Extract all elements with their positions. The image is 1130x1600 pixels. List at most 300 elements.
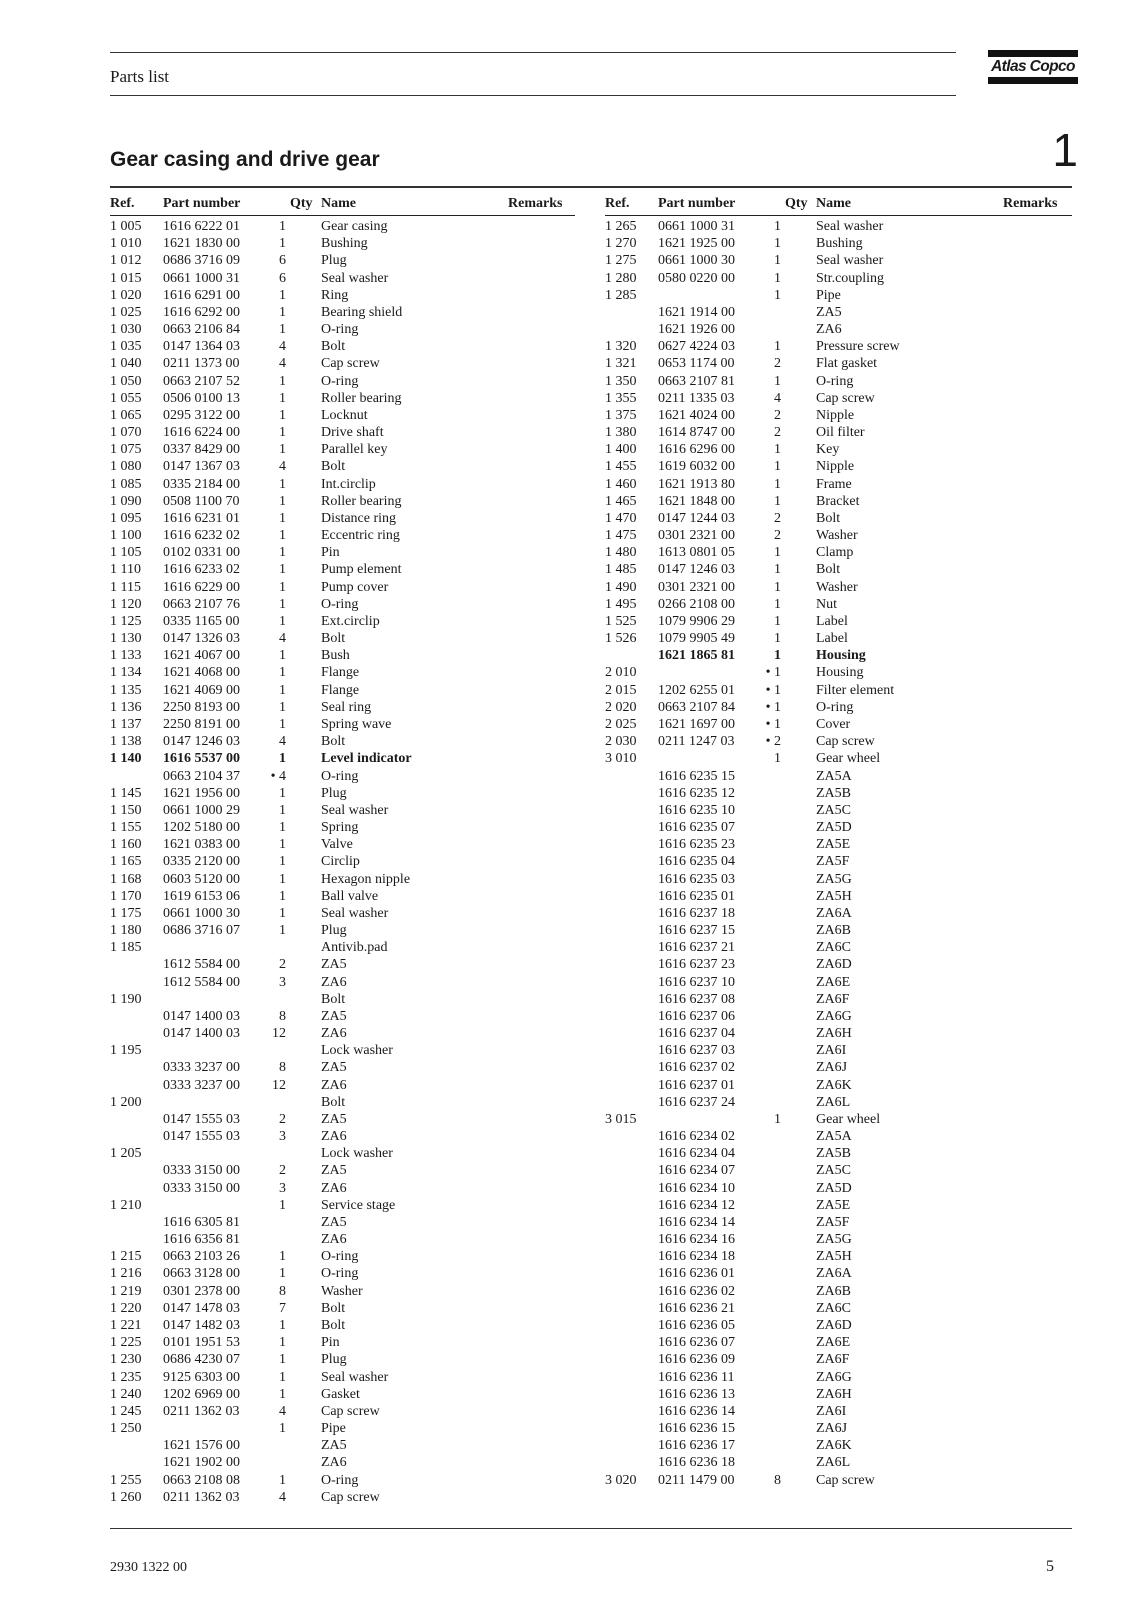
row-part-number: 1616 6237 18 (658, 905, 735, 921)
row-qty: 4 (279, 631, 286, 647)
row-name: Pin (321, 1335, 340, 1351)
row-name: Flat gasket (816, 356, 878, 372)
row-ref: 1 280 (605, 270, 637, 286)
row-ref: 1 185 (110, 940, 142, 956)
row-name: O-ring (321, 1472, 359, 1488)
row-ref: 1 200 (110, 1094, 142, 1110)
row-part-number: 1616 6235 01 (658, 888, 735, 904)
row-part-number: 1616 6224 00 (163, 425, 240, 441)
row-ref: 1 219 (110, 1283, 142, 1299)
row-ref: 1 120 (110, 596, 142, 612)
row-part-number: 0663 2107 76 (163, 596, 240, 612)
row-name: ZA6I (816, 1043, 847, 1059)
row-name: Seal washer (321, 1369, 389, 1385)
table-header-rule (110, 215, 575, 216)
row-part-number: 1616 6237 02 (658, 1060, 735, 1076)
row-name: ZA5G (816, 871, 852, 887)
row-part-number: 1616 6305 81 (163, 1214, 240, 1230)
row-part-number: 1616 6237 08 (658, 991, 735, 1007)
col-name: Name (816, 196, 851, 211)
row-part-number: 0147 1246 03 (163, 734, 240, 750)
row-ref: 1 130 (110, 631, 142, 647)
row-qty: 2 (774, 510, 781, 526)
row-part-number: 1616 6237 24 (658, 1094, 735, 1110)
row-qty: 1 (774, 219, 781, 234)
row-name: ZA6 (321, 1180, 347, 1196)
row-name: Eccentric ring (321, 528, 400, 544)
row-qty: 1 (279, 1318, 286, 1333)
row-name: Flange (321, 682, 360, 698)
row-part-number: 0506 0100 13 (163, 390, 240, 406)
row-name: Seal washer (321, 270, 389, 286)
row-name: Pressure screw (816, 339, 900, 355)
row-qty: 4 (279, 339, 286, 355)
row-part-number: 0333 3237 00 (163, 1060, 240, 1076)
title-rule (110, 186, 1072, 188)
row-name: ZA6C (816, 1300, 851, 1316)
row-ref: 1 115 (110, 579, 141, 595)
row-qty: 1 (279, 545, 286, 561)
col-name: Name (321, 196, 356, 211)
row-ref: 1 350 (605, 373, 637, 389)
row-part-number: 1619 6032 00 (658, 459, 735, 475)
row-qty: 1 (279, 1249, 286, 1265)
brand-logo (988, 50, 1078, 84)
row-name: Cap screw (321, 1403, 380, 1419)
row-name: Seal washer (816, 219, 884, 234)
row-ref: 1 230 (110, 1352, 142, 1368)
row-ref: 1 260 (110, 1489, 142, 1505)
row-part-number: 1616 6235 04 (658, 854, 735, 870)
row-ref: 1 375 (605, 407, 637, 423)
row-name: ZA6G (816, 1008, 852, 1024)
row-ref: 1 050 (110, 373, 142, 389)
row-qty: 1 (279, 219, 286, 234)
row-name: Bolt (816, 562, 841, 578)
row-ref: 1 235 (110, 1369, 142, 1385)
row-name: Roller bearing (321, 390, 402, 406)
row-part-number: 1619 6153 06 (163, 888, 240, 904)
row-name: Lock washer (321, 1043, 393, 1059)
row-qty: 1 (279, 390, 286, 406)
row-part-number: 0147 1326 03 (163, 631, 240, 647)
row-ref: 1 080 (110, 459, 142, 475)
row-qty: 1 (279, 613, 286, 629)
row-name: Cap screw (816, 1472, 875, 1488)
row-ref: 2 015 (605, 682, 637, 698)
row-qty: 1 (774, 596, 781, 612)
row-name: Parallel key (321, 442, 388, 458)
row-ref: 1 135 (110, 682, 142, 698)
row-part-number: 1621 0383 00 (163, 837, 240, 853)
row-ref: 1 400 (605, 442, 637, 458)
row-name: Bolt (321, 734, 346, 750)
row-part-number: 1616 6222 01 (163, 219, 240, 234)
row-part-number: 0663 2104 37 (163, 768, 240, 784)
row-qty: 1 (279, 716, 286, 732)
row-ref: 1 495 (605, 596, 637, 612)
row-part-number: 1613 0801 05 (658, 545, 735, 561)
row-ref: 2 025 (605, 716, 637, 732)
row-part-number: 1616 5537 00 (163, 751, 240, 767)
row-qty: 1 (279, 820, 286, 836)
row-part-number: 1621 1576 00 (163, 1438, 240, 1454)
row-ref: 1 133 (110, 648, 142, 664)
row-part-number: 0661 1000 30 (658, 253, 735, 269)
row-name: Distance ring (321, 510, 397, 526)
row-name: Frame (816, 476, 852, 492)
row-part-number: 1621 1830 00 (163, 236, 240, 252)
row-ref: 3 015 (605, 1111, 637, 1127)
row-ref: 1 221 (110, 1318, 142, 1333)
row-part-number: 0603 5120 00 (163, 871, 240, 887)
row-qty: 1 (774, 631, 781, 647)
row-qty: 1 (774, 442, 781, 458)
row-ref: 1 138 (110, 734, 142, 750)
row-ref: 2 030 (605, 734, 637, 750)
row-name: Antivib.pad (321, 940, 388, 956)
row-qty: 1 (279, 888, 286, 904)
row-part-number: 0333 3150 00 (163, 1163, 240, 1179)
row-qty: 3 (279, 1129, 286, 1145)
row-ref: 1 355 (605, 390, 637, 406)
row-qty: 1 (279, 648, 286, 664)
row-ref: 1 240 (110, 1386, 142, 1402)
row-ref: 1 100 (110, 528, 142, 544)
row-ref: 1 270 (605, 236, 637, 252)
row-ref: 1 015 (110, 270, 142, 286)
row-ref: 1 125 (110, 613, 142, 629)
row-part-number: 0663 2103 26 (163, 1249, 240, 1265)
row-part-number: 0686 3716 09 (163, 253, 240, 269)
row-part-number: 2250 8193 00 (163, 699, 240, 715)
col-part-number: Part number (658, 196, 736, 211)
row-part-number: 0301 2321 00 (658, 579, 735, 595)
row-name: Ball valve (321, 888, 379, 904)
row-name: Plug (321, 923, 347, 939)
row-qty: 1 (279, 596, 286, 612)
row-name: Cap screw (321, 356, 380, 372)
row-qty: 1 (279, 493, 286, 509)
row-ref: 1 275 (605, 253, 637, 269)
row-name: Drive shaft (321, 425, 384, 441)
row-part-number: 1616 6235 15 (658, 768, 735, 784)
row-name: ZA6 (816, 322, 842, 338)
row-ref: 1 225 (110, 1335, 142, 1351)
document-number: 2930 1322 00 (110, 1560, 187, 1575)
row-name: ZA5 (321, 1163, 347, 1179)
row-part-number: 0661 1000 31 (163, 270, 240, 286)
row-qty: 1 (279, 1335, 286, 1351)
row-part-number: 1202 6969 00 (163, 1386, 240, 1402)
row-name: ZA5 (321, 1060, 347, 1076)
row-ref: 1 190 (110, 991, 142, 1007)
header-bottom-rule (110, 95, 956, 96)
row-ref: 1 035 (110, 339, 142, 355)
row-qty: 1 (279, 1197, 286, 1213)
row-name: Bush (321, 648, 350, 664)
row-ref: 2 020 (605, 699, 637, 715)
row-qty: 1 (279, 751, 286, 767)
row-name: ZA5E (816, 837, 851, 853)
row-qty: 8 (279, 1283, 286, 1299)
row-qty: 1 (279, 1386, 286, 1402)
col-ref: Ref. (605, 196, 630, 211)
row-qty: 1 (279, 562, 286, 578)
row-name: Key (816, 442, 840, 458)
row-part-number: 1616 6236 18 (658, 1455, 735, 1471)
row-part-number: 1616 6234 02 (658, 1129, 735, 1145)
row-qty: • 1 (765, 665, 781, 681)
row-name: ZA6C (816, 940, 851, 956)
row-name: Bearing shield (321, 304, 403, 320)
row-part-number: 0147 1246 03 (658, 562, 735, 578)
row-part-number: 0101 1951 53 (163, 1335, 240, 1351)
row-part-number: 1616 6234 14 (658, 1214, 735, 1230)
row-qty: 4 (279, 1403, 286, 1419)
row-name: Bolt (321, 1094, 346, 1110)
row-name: O-ring (321, 1266, 359, 1282)
row-part-number: 1616 6291 00 (163, 287, 240, 303)
row-part-number: 1621 1848 00 (658, 493, 735, 509)
row-ref: 1 216 (110, 1266, 142, 1282)
row-name: Nipple (816, 459, 855, 475)
row-name: ZA5G (816, 1232, 852, 1248)
row-ref: 1 030 (110, 322, 142, 338)
row-ref: 1 165 (110, 854, 142, 870)
row-name: Label (816, 613, 848, 629)
row-name: ZA6A (816, 1266, 852, 1282)
header-top-rule (110, 52, 956, 53)
row-name: Str.coupling (816, 270, 885, 286)
row-qty: 1 (774, 562, 781, 578)
row-qty: 1 (279, 322, 286, 338)
row-part-number: 1616 6237 04 (658, 1026, 735, 1042)
row-ref: 3 020 (605, 1472, 637, 1488)
row-part-number: 0335 2120 00 (163, 854, 240, 870)
row-name: ZA5F (816, 854, 850, 870)
row-name: ZA6 (321, 1129, 347, 1145)
row-ref: 1 134 (110, 665, 142, 681)
row-part-number: 0335 1165 00 (163, 613, 240, 629)
row-ref: 1 245 (110, 1403, 142, 1419)
row-qty: 2 (774, 425, 781, 441)
row-part-number: 0627 4224 03 (658, 339, 735, 355)
row-part-number: 1202 6255 01 (658, 682, 735, 698)
page-number: 5 (1046, 1558, 1054, 1575)
row-name: ZA5 (321, 1111, 347, 1127)
row-ref: 1 321 (605, 356, 637, 372)
row-part-number: 0663 2107 84 (658, 699, 735, 715)
row-qty: 1 (279, 425, 286, 441)
row-part-number: 0211 1479 00 (658, 1472, 735, 1488)
row-qty: 1 (279, 1421, 286, 1437)
row-ref: 1 215 (110, 1249, 142, 1265)
row-ref: 1 455 (605, 459, 637, 475)
col-ref: Ref. (110, 196, 135, 211)
row-name: O-ring (321, 373, 359, 389)
row-name: Plug (321, 1352, 347, 1368)
row-name: Bolt (321, 1318, 346, 1333)
row-part-number: 1616 6232 02 (163, 528, 240, 544)
row-name: ZA6K (816, 1077, 852, 1093)
table-header (605, 196, 1072, 214)
row-name: ZA5A (816, 1129, 852, 1145)
row-ref: 1 220 (110, 1300, 142, 1316)
row-name: Bolt (321, 459, 346, 475)
row-name: Washer (816, 579, 858, 595)
row-ref: 1 460 (605, 476, 637, 492)
row-name: Housing (816, 665, 864, 681)
row-name: Bolt (321, 991, 346, 1007)
row-part-number: 1621 4067 00 (163, 648, 240, 664)
row-part-number: 1616 6236 21 (658, 1300, 735, 1316)
row-ref: 1 012 (110, 253, 142, 269)
row-part-number: 1616 6235 07 (658, 820, 735, 836)
row-qty: 1 (279, 785, 286, 801)
row-name: Int.circlip (321, 476, 376, 492)
row-name: Oil filter (816, 425, 865, 441)
row-ref: 1 005 (110, 219, 142, 234)
row-part-number: 1616 6236 07 (658, 1335, 735, 1351)
row-part-number: 0147 1555 03 (163, 1111, 240, 1127)
row-name: Bushing (816, 236, 863, 252)
row-qty: 12 (272, 1077, 286, 1093)
row-ref: 1 210 (110, 1197, 142, 1213)
row-qty: 1 (279, 837, 286, 853)
row-part-number: 1616 6235 12 (658, 785, 735, 801)
row-qty: 8 (774, 1472, 781, 1488)
row-qty: 7 (279, 1300, 286, 1316)
row-name: Bushing (321, 236, 368, 252)
row-part-number: 0686 4230 07 (163, 1352, 240, 1368)
row-qty: 1 (774, 613, 781, 629)
row-name: Spring wave (321, 716, 392, 732)
row-part-number: 0335 2184 00 (163, 476, 240, 492)
row-part-number: 1616 6231 01 (163, 510, 240, 526)
row-qty: 1 (279, 699, 286, 715)
row-name: ZA5F (816, 1214, 850, 1230)
row-ref: 1 180 (110, 923, 142, 939)
row-part-number: 2250 8191 00 (163, 716, 240, 732)
row-qty: 1 (279, 442, 286, 458)
row-qty: • 4 (270, 768, 286, 784)
row-qty: 1 (774, 476, 781, 492)
row-qty: 2 (774, 528, 781, 544)
row-qty: 1 (774, 648, 781, 664)
row-qty: 8 (279, 1060, 286, 1076)
row-qty: 1 (279, 476, 286, 492)
row-part-number: 1621 1926 00 (658, 322, 735, 338)
row-ref: 1 285 (605, 287, 637, 303)
row-part-number: 1621 4024 00 (658, 407, 735, 423)
row-ref: 1 010 (110, 236, 142, 252)
row-name: Gear casing (321, 219, 388, 234)
row-name: Level indicator (321, 751, 412, 767)
row-name: Pump element (321, 562, 402, 578)
row-name: ZA6I (816, 1403, 847, 1419)
row-part-number: 1616 6235 23 (658, 837, 735, 853)
row-name: Gasket (321, 1386, 360, 1402)
row-name: O-ring (321, 596, 359, 612)
row-name: Spring (321, 820, 359, 836)
row-name: ZA5B (816, 785, 851, 801)
col-qty: Qty (785, 196, 808, 211)
row-part-number: 0653 1174 00 (658, 356, 735, 372)
row-part-number: 1616 6236 02 (658, 1283, 735, 1299)
row-qty: 1 (279, 682, 286, 698)
row-part-number: 1616 6235 03 (658, 871, 735, 887)
row-part-number: 1616 6237 23 (658, 957, 735, 973)
row-name: Washer (321, 1283, 363, 1299)
row-part-number: 0102 0331 00 (163, 545, 240, 561)
row-part-number: 0147 1400 03 (163, 1008, 240, 1024)
row-qty: 1 (279, 905, 286, 921)
row-qty: 1 (279, 304, 286, 320)
col-remarks: Remarks (1003, 196, 1058, 211)
col-part-number: Part number (163, 196, 241, 211)
row-qty: 1 (279, 1369, 286, 1385)
row-ref: 1 150 (110, 802, 142, 818)
row-name: ZA5A (816, 768, 852, 784)
row-name: Lock washer (321, 1146, 393, 1162)
row-name: Locknut (321, 407, 368, 423)
row-ref: 1 255 (110, 1472, 142, 1488)
table-header (110, 196, 575, 214)
row-part-number: 1616 6236 11 (658, 1369, 735, 1385)
row-name: Cap screw (321, 1489, 380, 1505)
row-part-number: 1616 6236 13 (658, 1386, 735, 1402)
row-ref: 2 010 (605, 665, 637, 681)
row-name: ZA5D (816, 1180, 852, 1196)
row-ref: 1 320 (605, 339, 637, 355)
row-part-number: 1612 5584 00 (163, 974, 240, 990)
row-name: Circlip (321, 854, 360, 870)
row-qty: 1 (774, 287, 781, 303)
row-ref: 1 465 (605, 493, 637, 509)
row-name: Bolt (321, 631, 346, 647)
row-part-number: 1616 6234 16 (658, 1232, 735, 1248)
row-name: ZA5 (321, 1008, 347, 1024)
row-part-number: 0333 3150 00 (163, 1180, 240, 1196)
row-qty: • 1 (765, 682, 781, 698)
row-name: Seal washer (321, 802, 389, 818)
row-name: Cover (816, 716, 851, 732)
row-part-number: 0661 1000 31 (658, 219, 735, 234)
row-qty: 6 (279, 270, 286, 286)
row-part-number: 1616 6237 10 (658, 974, 735, 990)
row-part-number: 1621 1914 00 (658, 304, 735, 320)
row-ref: 1 020 (110, 287, 142, 303)
row-qty: 6 (279, 253, 286, 269)
row-name: ZA5E (816, 1197, 851, 1213)
row-name: Bolt (321, 339, 346, 355)
row-ref: 1 160 (110, 837, 142, 853)
row-qty: 1 (279, 802, 286, 818)
row-part-number: 0147 1244 03 (658, 510, 735, 526)
row-qty: 1 (279, 1266, 286, 1282)
row-name: Ext.circlip (321, 613, 380, 629)
row-name: Clamp (816, 545, 854, 561)
row-name: ZA5 (816, 304, 842, 320)
row-ref: 1 075 (110, 442, 142, 458)
row-ref: 1 195 (110, 1043, 142, 1059)
row-part-number: 1616 6234 10 (658, 1180, 735, 1196)
row-name: ZA6D (816, 957, 852, 973)
row-qty: 1 (774, 270, 781, 286)
row-qty: 1 (279, 510, 286, 526)
row-qty: 1 (279, 528, 286, 544)
